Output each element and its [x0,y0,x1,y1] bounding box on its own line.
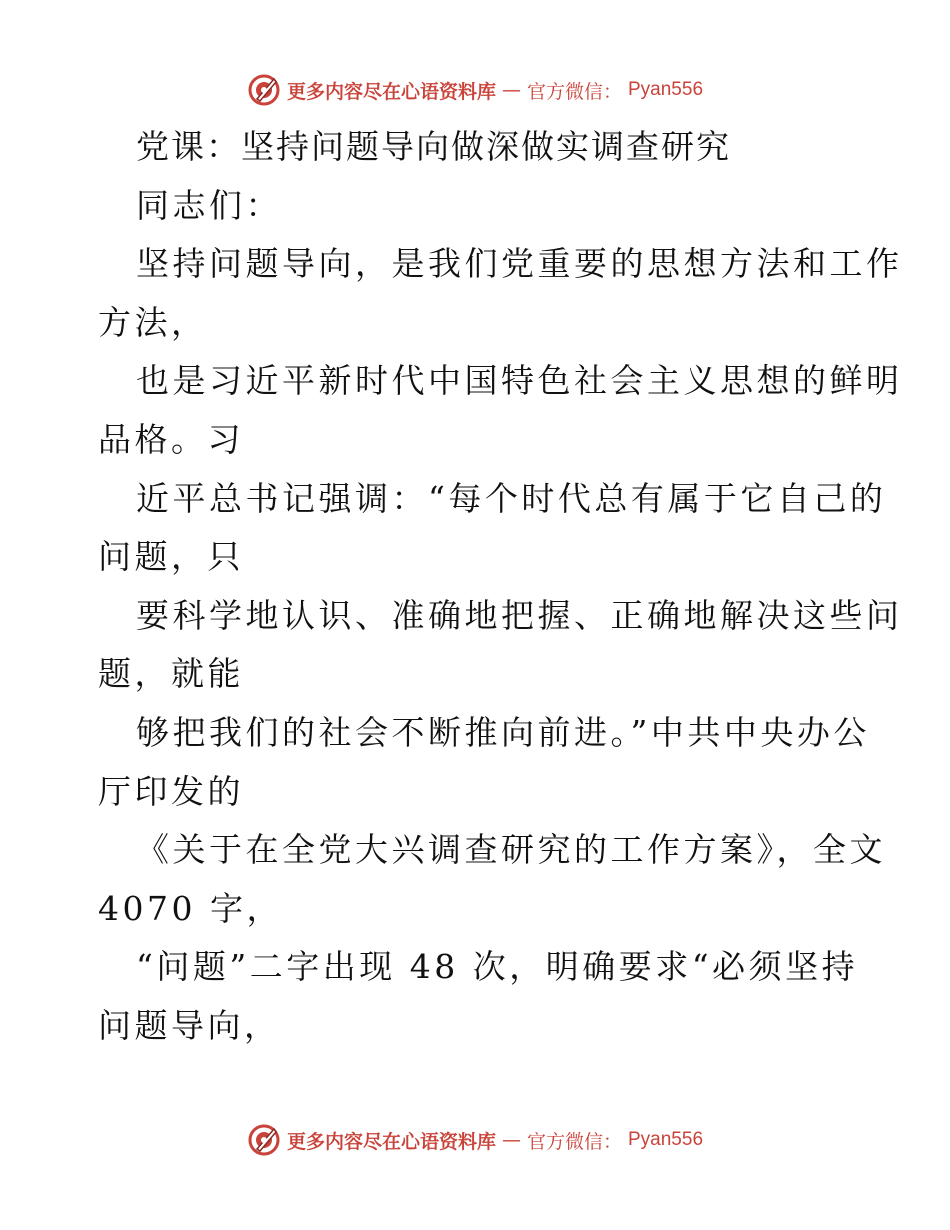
footer-banner [0,1120,950,1160]
quill-logo-icon [247,73,281,107]
document-title: 党课：坚持问题导向做深做实调查研究 [136,127,731,166]
paragraph-line: 同志们： [136,185,282,225]
paragraph-line: 问题，只 [98,537,244,577]
paragraph-line: 够把我们的社会不断推向前进。”中共中央办公 [136,712,870,752]
banner-wechat-label: 官方微信： [526,80,622,103]
paragraph-line: 近平总书记强调：“每个时代总有属于它自己的 [136,478,887,518]
banner-dash: — [501,79,521,101]
banner-dash: — [501,1129,521,1151]
quill-logo-icon [247,1123,281,1157]
paragraph-line: 问题导向， [98,1005,281,1045]
paragraph-line: 4070 字， [98,888,283,928]
paragraph-line: 《关于在全党大兴调查研究的工作方案》，全文 [136,830,886,870]
header-banner [0,70,950,110]
paragraph-line: 也是习近平新时代中国特色社会主义思想的鲜明 [136,361,903,401]
document-body [98,118,903,1056]
banner-wechat-id: Pyan556 [628,1129,704,1150]
paragraph-line: 方法， [98,302,208,342]
paragraph-line: 坚持问题导向，是我们党重要的思想方法和工作 [136,244,903,284]
paragraph-line: “问题”二字出现 48 次，明确要求“必须坚持 [136,947,859,987]
banner-brand: 更多内容尽在心语资料库 [286,80,496,103]
banner-wechat-label: 官方微信： [526,1130,622,1153]
banner-brand: 更多内容尽在心语资料库 [286,1130,496,1153]
paragraph-line: 厅印发的 [98,771,244,811]
banner-wechat-id: Pyan556 [628,79,704,100]
paragraph-line: 品格。习 [98,419,244,459]
paragraph-line: 要科学地认识、准确地把握、正确地解决这些问 [136,595,903,635]
paragraph-line: 题，就能 [98,654,244,694]
